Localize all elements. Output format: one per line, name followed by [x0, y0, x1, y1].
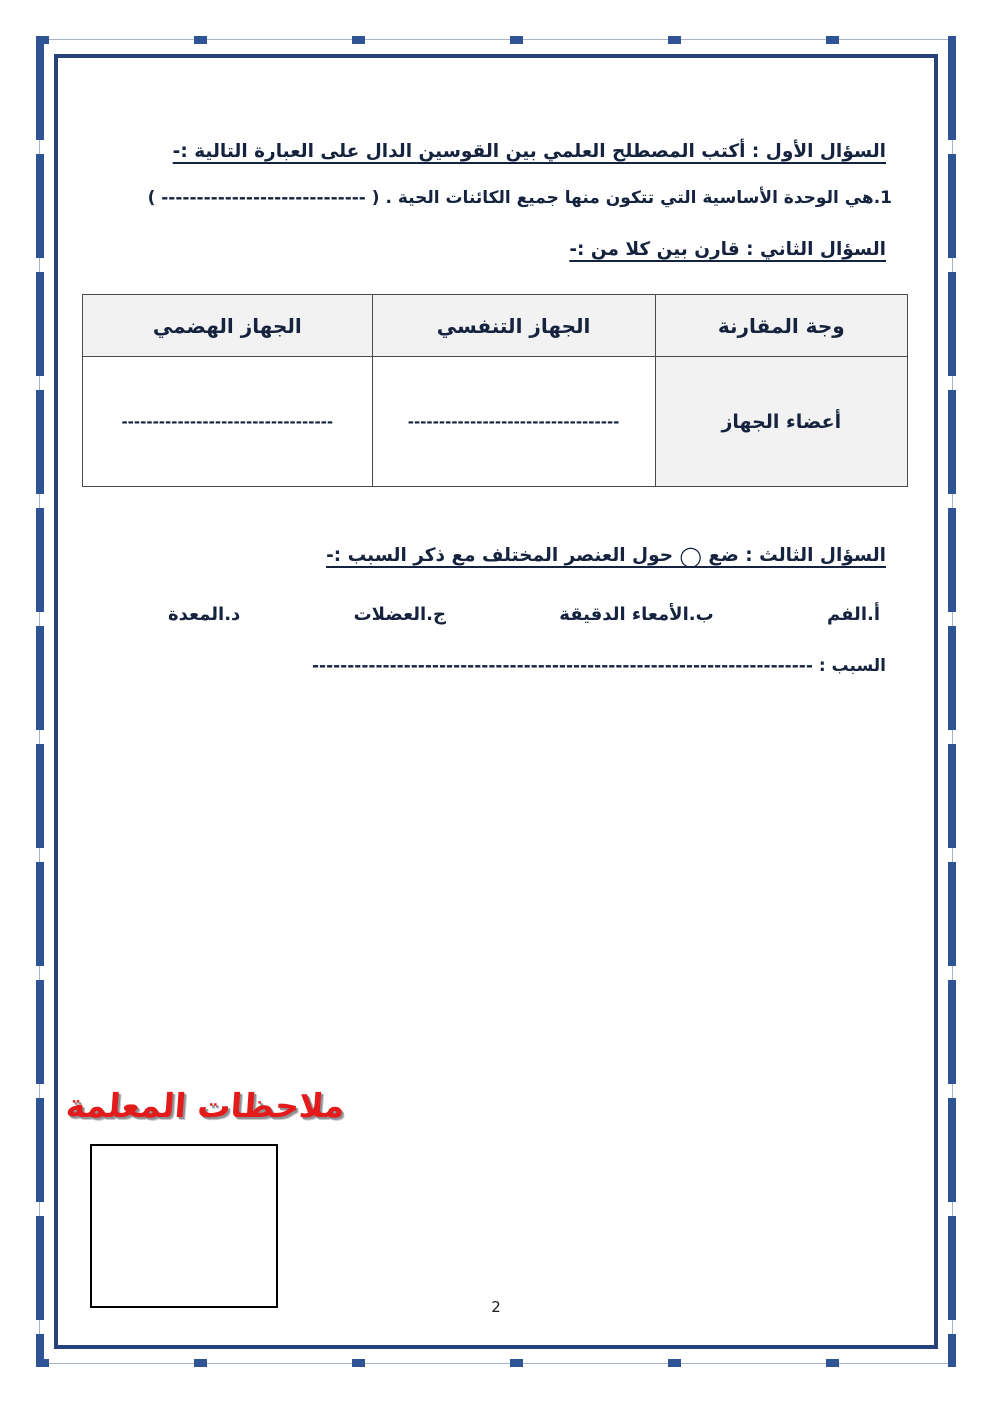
table-row: [83, 357, 908, 487]
answer-blank-digestive: ----------------------------------: [83, 357, 373, 487]
option-d: د.المعدة: [168, 604, 241, 625]
question3-heading: [326, 544, 886, 568]
table-header-comparison: وجة المقارنة: [655, 295, 907, 357]
border-dashes-left: [36, 36, 44, 1367]
circle-symbol: ◯: [679, 544, 702, 568]
question3-heading-suffix: حول العنصر المختلف مع ذكر السبب :-: [326, 545, 674, 566]
page-number: 2: [491, 1298, 501, 1316]
answer-blank-respiratory: ----------------------------------: [372, 357, 655, 487]
question3-options: [168, 604, 880, 625]
question1-item: 1.هي الوحدة الأساسية التي تتكون منها جميع الكائنات الحية . ( ----------------------------- ): [147, 188, 892, 208]
question1-heading: السؤال الأول : أكتب المصطلح العلمي بين القوسين الدال على العبارة التالية :-: [172, 141, 886, 162]
border-dashes-right: [948, 36, 956, 1367]
comparison-table: [82, 294, 908, 487]
teacher-notes-box: [90, 1144, 278, 1308]
border-dashes-top: [36, 36, 956, 44]
option-c: ج.العضلات: [353, 604, 446, 625]
option-b: ب.الأمعاء الدقيقة: [559, 604, 714, 625]
table-header-digestive: الجهاز الهضمي: [83, 295, 373, 357]
table-header-row: [83, 295, 908, 357]
table-header-respiratory: الجهاز التنفسي: [372, 295, 655, 357]
reason-blank: السبب : -----------------------------------------------------------------------: [311, 656, 886, 676]
option-a: أ.الفم: [826, 604, 880, 625]
border-dashes-bottom: [36, 1359, 956, 1367]
teacher-notes-title: ملاحظات المعلمة: [64, 1086, 346, 1125]
table-row-label: أعضاء الجهاز: [655, 357, 907, 487]
question2-heading: السؤال الثاني : قارن بين كلا من :-: [569, 239, 886, 260]
question3-heading-prefix: السؤال الثالث : ضع: [708, 545, 886, 566]
